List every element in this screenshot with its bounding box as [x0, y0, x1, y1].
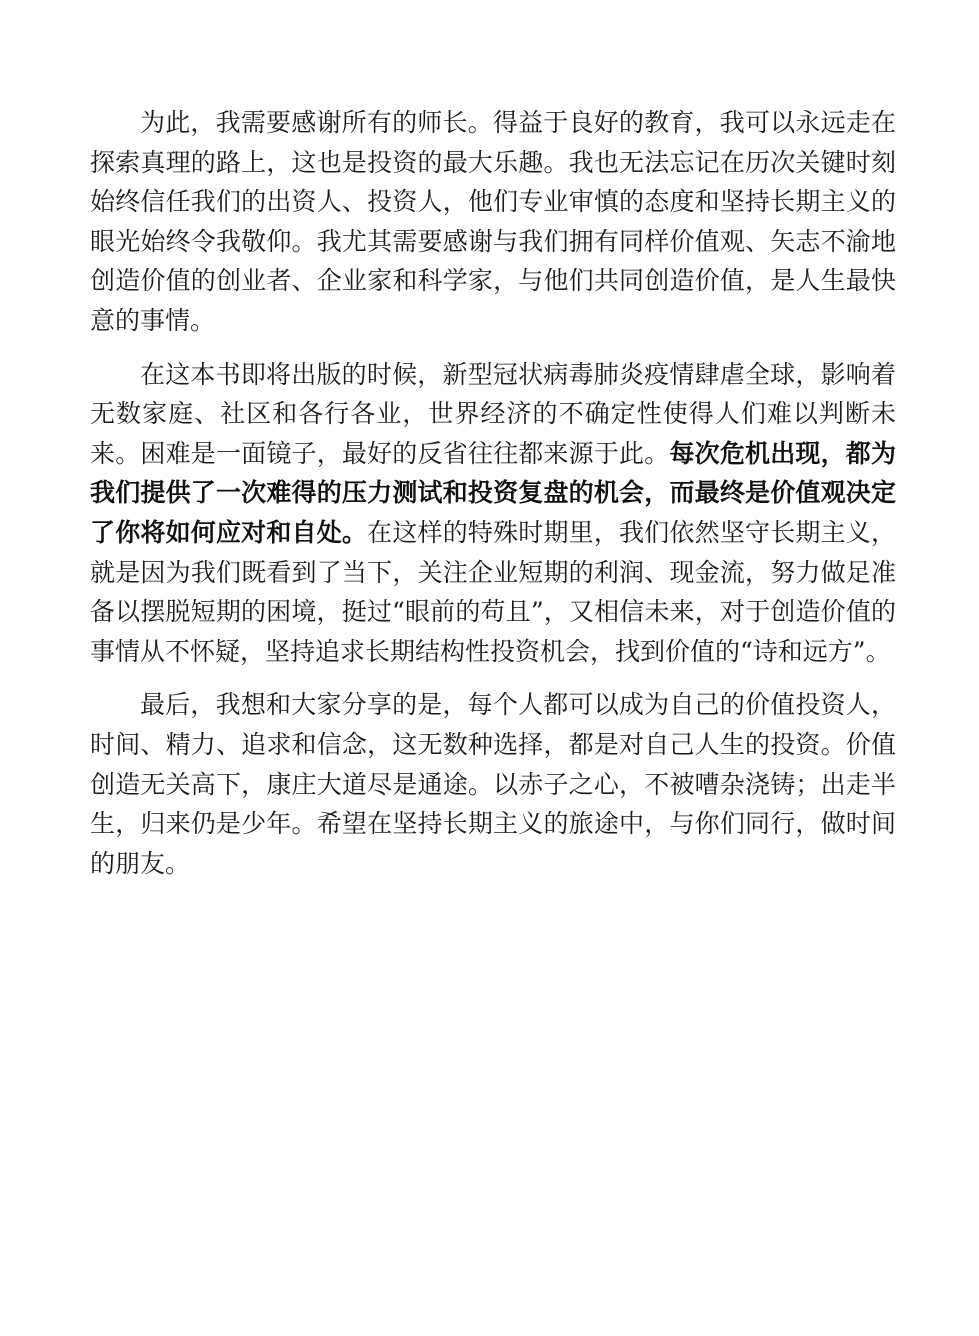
paragraph-closing: 最后，我想和大家分享的是，每个人都可以成为自己的价值投资人，时间、精力、追求和信念，这无数种选择，都是对自己人生的投资。价值创造无关高下，康庄大道尽是通途。以赤子之心，不被嘈杂浇铸；出走半生，归来仍是少年。希望在坚持长期主义的旅途中，与你们同行，做时间的朋友。	[90, 690, 896, 878]
paragraph-pandemic	[90, 355, 896, 672]
paragraph-pandemic-emphasis: 每次危机出现，都为我们提供了一次难得的压力测试和投资复盘的机会，而最终是价值观决定了你将如何应对和自处。	[90, 438, 896, 547]
paragraph-pandemic-intro: 在这本书即将出版的时候，新型冠状病毒肺炎疫情肆虐全球，影响着无数家庭、社区和各行各业，世界经济的不确定性使得人们难以判断未来。困难是一面镜子，最好的反省往往都来源于此。	[90, 359, 896, 468]
paragraph-pandemic-conclusion: 在这样的特殊时期里，我们依然坚守长期主义，就是因为我们既看到了当下，关注企业短期的利润、现金流，努力做足准备以摆脱短期的困境，挺过“眼前的苟且”，又相信未来，对于创造价值的事情从不怀疑，坚持追求长期结构性投资机会，找到价值的“诗和远方”。	[90, 517, 896, 666]
body-text	[90, 103, 896, 897]
paragraph-acknowledgements: 为此，我需要感谢所有的师长。得益于良好的教育，我可以永远走在探索真理的路上，这也是投资的最大乐趣。我也无法忘记在历次关键时刻始终信任我们的出资人、投资人，他们专业审慎的态度和坚持长期主义的眼光始终令我敬仰。我尤其需要感谢与我们拥有同样价值观、矢志不渝地创造价值的创业者、企业家和科学家，与他们共同创造价值，是人生最快意的事情。	[90, 108, 896, 335]
